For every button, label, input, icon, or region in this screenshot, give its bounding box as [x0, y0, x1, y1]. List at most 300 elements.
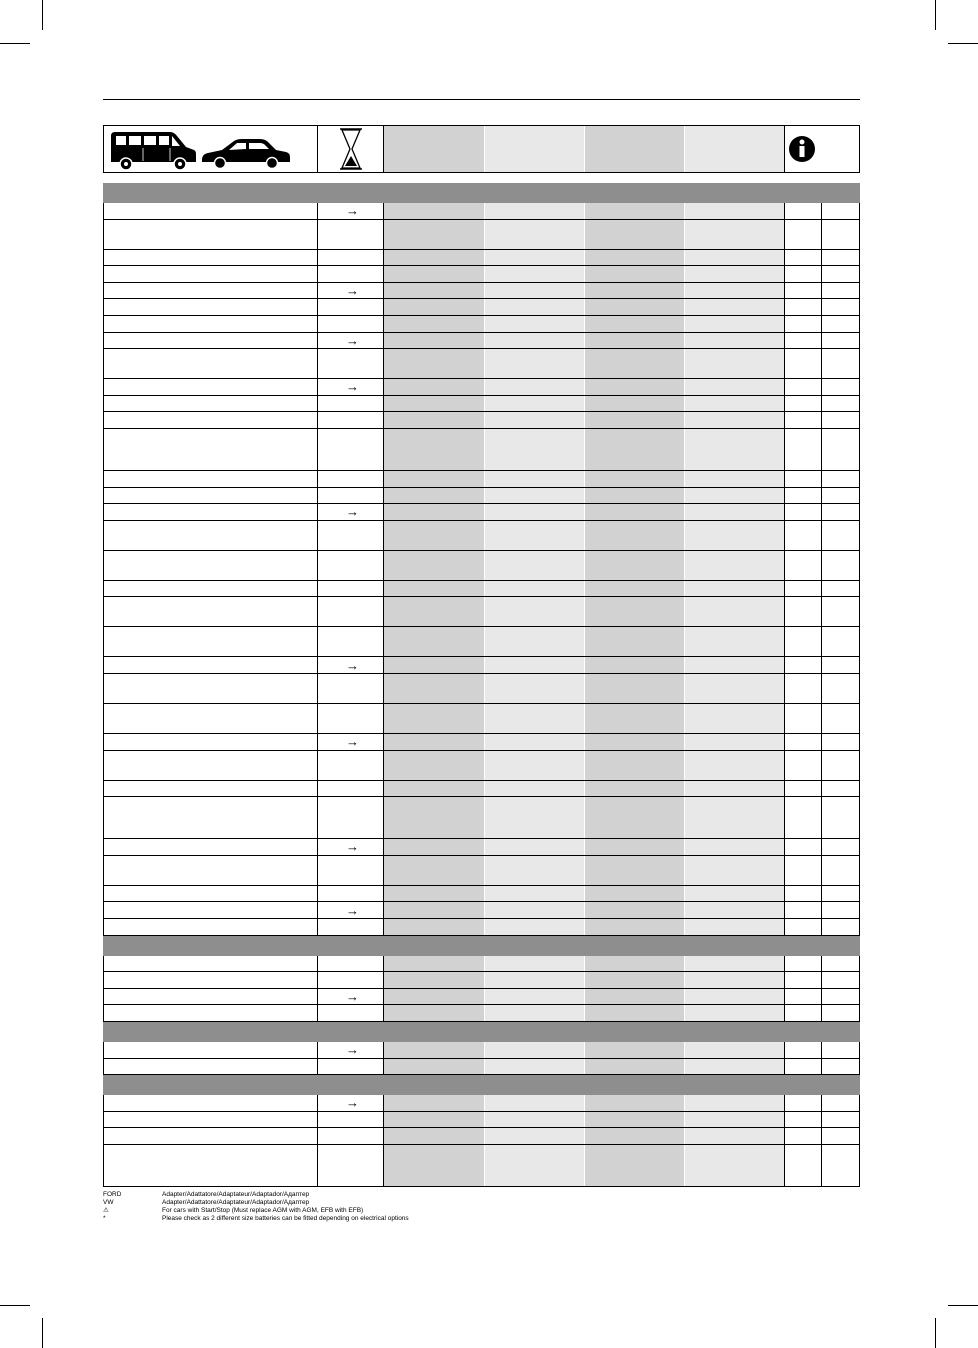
battery-cell-3	[585, 521, 685, 550]
battery-cell-1	[384, 1145, 485, 1186]
info-cell-2	[822, 972, 860, 988]
arrow-cell	[318, 704, 384, 733]
battery-cell-4	[685, 379, 785, 395]
battery-cell-4	[685, 203, 785, 219]
model-cell	[103, 551, 318, 580]
info-cell-1	[785, 886, 822, 902]
battery-cell-3	[585, 551, 685, 580]
battery-cell-4	[685, 1145, 785, 1186]
arrow-cell	[318, 1059, 384, 1075]
info-cell-2	[822, 412, 860, 428]
battery-cell-4	[685, 521, 785, 550]
table-row	[103, 886, 860, 903]
info-cell-1	[785, 856, 822, 885]
battery-cell-3	[585, 333, 685, 349]
info-cell-2	[822, 429, 860, 470]
battery-cell-3	[585, 581, 685, 597]
battery-cell-4	[685, 704, 785, 733]
battery-cell-1	[384, 597, 485, 626]
info-cell-1	[785, 902, 822, 918]
legend-key: FORD	[103, 1191, 122, 1198]
battery-cell-1	[384, 581, 485, 597]
battery-cell-2	[485, 471, 585, 487]
battery-cell-2	[485, 797, 585, 838]
info-cell-1	[785, 283, 822, 299]
info-cell-1	[785, 657, 822, 673]
info-cell-2	[822, 488, 860, 504]
info-cell-2	[822, 396, 860, 412]
info-cell-2	[822, 349, 860, 378]
table-row	[103, 674, 860, 704]
model-cell	[103, 902, 318, 918]
battery-cell-4	[685, 396, 785, 412]
arrow-cell	[318, 379, 384, 395]
battery-cell-4	[685, 1042, 785, 1058]
table-row	[103, 349, 860, 379]
table-row	[103, 797, 860, 839]
battery-cell-4	[685, 266, 785, 282]
table-row	[103, 989, 860, 1006]
table-row	[103, 283, 860, 300]
arrow-cell	[318, 396, 384, 412]
table-row	[103, 1005, 860, 1022]
model-cell	[103, 734, 318, 750]
battery-cell-4	[685, 333, 785, 349]
model-cell	[103, 250, 318, 266]
info-cell-1	[785, 781, 822, 797]
car-icon	[200, 132, 292, 172]
battery-cell-2	[485, 989, 585, 1005]
battery-cell-4	[685, 751, 785, 780]
battery-cell-3	[585, 704, 685, 733]
model-cell	[103, 1112, 318, 1128]
model-cell	[103, 956, 318, 972]
arrow-cell	[318, 902, 384, 918]
model-cell	[103, 521, 318, 550]
info-cell-1	[785, 521, 822, 550]
model-cell	[103, 1005, 318, 1021]
battery-cell-2	[485, 488, 585, 504]
arrow-cell	[318, 429, 384, 470]
battery-cell-2	[485, 429, 585, 470]
battery-cell-2	[485, 751, 585, 780]
legend-text: Adapter/Adattatore/Adaptateur/Adaptador/Адаптер	[162, 1191, 310, 1198]
info-cell-1	[785, 956, 822, 972]
info-cell-2	[822, 1112, 860, 1128]
battery-cell-1	[384, 412, 485, 428]
arrow-cell	[318, 316, 384, 332]
battery-cell-2	[485, 521, 585, 550]
info-cell-1	[785, 919, 822, 935]
arrow-cell	[318, 956, 384, 972]
info-cell-2	[822, 597, 860, 626]
info-cell-1	[785, 504, 822, 520]
model-cell	[103, 299, 318, 315]
arrow-cell	[318, 349, 384, 378]
battery-cell-3	[585, 657, 685, 673]
battery-cell-2	[485, 412, 585, 428]
info-cell-2	[822, 521, 860, 550]
battery-cell-4	[685, 657, 785, 673]
table-row	[103, 379, 860, 396]
info-cell-1	[785, 220, 822, 249]
model-cell	[103, 1059, 318, 1075]
battery-cell-2	[485, 674, 585, 703]
arrow-cell	[318, 203, 384, 219]
info-cell-1	[785, 627, 822, 656]
table-row	[103, 1095, 860, 1112]
table-row	[103, 972, 860, 989]
battery-cell-1	[384, 396, 485, 412]
info-cell-1	[785, 1145, 822, 1186]
info-header-cell	[785, 126, 860, 172]
info-cell-2	[822, 657, 860, 673]
hourglass-icon	[339, 128, 363, 170]
arrow-cell	[318, 839, 384, 855]
arrow-cell	[318, 1095, 384, 1111]
model-cell	[103, 220, 318, 249]
arrow-cell	[318, 1005, 384, 1021]
section-band	[103, 183, 860, 203]
battery-cell-2	[485, 283, 585, 299]
arrow-cell	[318, 972, 384, 988]
vehicle-header-cell	[103, 126, 318, 172]
table-row	[103, 657, 860, 674]
info-cell-2	[822, 919, 860, 935]
table-row	[103, 220, 860, 250]
battery-cell-3	[585, 396, 685, 412]
info-cell-2	[822, 266, 860, 282]
table-row	[103, 1145, 860, 1187]
arrow-cell	[318, 283, 384, 299]
battery-cell-4	[685, 989, 785, 1005]
battery-cell-3	[585, 488, 685, 504]
battery-cell-2	[485, 1128, 585, 1144]
battery-cell-3	[585, 1042, 685, 1058]
battery-cell-2	[485, 1095, 585, 1111]
arrow-cell	[318, 488, 384, 504]
legend-text: Adapter/Adattatore/Adaptateur/Adaptador/Адаптер	[162, 1199, 310, 1206]
model-cell	[103, 1042, 318, 1058]
info-cell-2	[822, 220, 860, 249]
battery-cell-3	[585, 989, 685, 1005]
battery-cell-1	[384, 488, 485, 504]
info-cell-2	[822, 504, 860, 520]
battery-cell-2	[485, 333, 585, 349]
battery-cell-1	[384, 203, 485, 219]
info-cell-2	[822, 1095, 860, 1111]
info-cell-1	[785, 299, 822, 315]
battery-cell-2	[485, 839, 585, 855]
battery-cell-2	[485, 886, 585, 902]
battery-cell-1	[384, 657, 485, 673]
table-row	[103, 1112, 860, 1129]
arrow-cell	[318, 504, 384, 520]
table-row	[103, 919, 860, 936]
battery-cell-1	[384, 220, 485, 249]
info-cell-2	[822, 839, 860, 855]
battery-cell-4	[685, 412, 785, 428]
crop-mark	[935, 0, 936, 30]
battery-cell-4	[685, 349, 785, 378]
table-row	[103, 597, 860, 627]
battery-cell-1	[384, 1059, 485, 1075]
battery-cell-1	[384, 283, 485, 299]
info-cell-2	[822, 283, 860, 299]
battery-cell-4	[685, 1059, 785, 1075]
battery-cell-3	[585, 471, 685, 487]
battery-cell-3	[585, 856, 685, 885]
info-cell-2	[822, 902, 860, 918]
table-row	[103, 1128, 860, 1145]
info-cell-1	[785, 989, 822, 1005]
battery-cell-3	[585, 919, 685, 935]
model-cell	[103, 627, 318, 656]
info-cell-2	[822, 674, 860, 703]
battery-cell-3	[585, 751, 685, 780]
table-row	[103, 250, 860, 267]
battery-cell-3	[585, 504, 685, 520]
table-row	[103, 1059, 860, 1076]
model-cell	[103, 581, 318, 597]
info-cell-1	[785, 972, 822, 988]
battery-cell-3	[585, 250, 685, 266]
battery-cell-2	[485, 919, 585, 935]
battery-cell-3	[585, 956, 685, 972]
crop-mark	[948, 1305, 978, 1306]
arrow-cell	[318, 299, 384, 315]
info-cell-1	[785, 488, 822, 504]
battery-cell-1	[384, 379, 485, 395]
info-cell-2	[822, 551, 860, 580]
arrow-right-icon: →	[346, 283, 359, 299]
battery-cell-4	[685, 471, 785, 487]
info-cell-1	[785, 581, 822, 597]
model-cell	[103, 316, 318, 332]
battery-cell-2	[485, 349, 585, 378]
battery-cell-4	[685, 839, 785, 855]
table-row	[103, 488, 860, 505]
arrow-cell	[318, 797, 384, 838]
arrow-cell	[318, 751, 384, 780]
arrow-cell	[318, 734, 384, 750]
model-cell	[103, 1095, 318, 1111]
battery-cell-4	[685, 902, 785, 918]
battery-cell-1	[384, 521, 485, 550]
model-cell	[103, 704, 318, 733]
info-cell-1	[785, 203, 822, 219]
info-cell-2	[822, 203, 860, 219]
table-row	[103, 504, 860, 521]
battery-cell-3	[585, 734, 685, 750]
battery-cell-1	[384, 1042, 485, 1058]
crop-mark	[42, 0, 43, 30]
battery-cell-3	[585, 220, 685, 249]
info-cell-2	[822, 704, 860, 733]
info-cell-1	[785, 349, 822, 378]
battery-cell-3	[585, 781, 685, 797]
battery-cell-4	[685, 1128, 785, 1144]
arrow-right-icon: →	[346, 1095, 359, 1111]
arrow-cell	[318, 856, 384, 885]
info-cell-1	[785, 1095, 822, 1111]
battery-cell-4	[685, 597, 785, 626]
info-cell-2	[822, 956, 860, 972]
battery-cell-3	[585, 379, 685, 395]
battery-cell-3	[585, 316, 685, 332]
battery-cell-3	[585, 1128, 685, 1144]
arrow-cell	[318, 471, 384, 487]
warning-icon: ⚠	[103, 1207, 109, 1214]
battery-cell-2	[485, 597, 585, 626]
battery-cell-1	[384, 734, 485, 750]
battery-cell-1	[384, 250, 485, 266]
battery-cell-1	[384, 956, 485, 972]
table-row	[103, 396, 860, 413]
duration-header-cell	[318, 126, 384, 172]
battery-cell-2	[485, 203, 585, 219]
info-cell-1	[785, 839, 822, 855]
battery-cell-2	[485, 551, 585, 580]
info-cell-2	[822, 250, 860, 266]
table-row	[103, 299, 860, 316]
arrow-right-icon: →	[346, 504, 359, 520]
battery-cell-2	[485, 220, 585, 249]
battery-col-4-header	[685, 126, 785, 172]
battery-cell-2	[485, 956, 585, 972]
arrow-right-icon: →	[346, 332, 359, 348]
battery-cell-4	[685, 250, 785, 266]
info-cell-1	[785, 1059, 822, 1075]
model-cell	[103, 989, 318, 1005]
info-cell-1	[785, 333, 822, 349]
battery-cell-2	[485, 316, 585, 332]
arrow-cell	[318, 220, 384, 249]
model-cell	[103, 972, 318, 988]
table-row	[103, 902, 860, 919]
battery-cell-1	[384, 839, 485, 855]
battery-cell-2	[485, 781, 585, 797]
battery-cell-2	[485, 266, 585, 282]
arrow-cell	[318, 919, 384, 935]
arrow-cell	[318, 989, 384, 1005]
model-cell	[103, 919, 318, 935]
info-cell-1	[785, 250, 822, 266]
battery-cell-1	[384, 1112, 485, 1128]
crop-mark	[0, 1305, 30, 1306]
battery-cell-2	[485, 299, 585, 315]
battery-cell-1	[384, 902, 485, 918]
battery-cell-1	[384, 299, 485, 315]
info-cell-1	[785, 429, 822, 470]
info-cell-2	[822, 333, 860, 349]
battery-cell-1	[384, 781, 485, 797]
table-row	[103, 521, 860, 551]
table-row	[103, 551, 860, 581]
arrow-cell	[318, 581, 384, 597]
arrow-cell	[318, 412, 384, 428]
table-row	[103, 781, 860, 798]
info-cell-1	[785, 316, 822, 332]
info-cell-2	[822, 581, 860, 597]
battery-cell-2	[485, 1005, 585, 1021]
arrow-cell	[318, 551, 384, 580]
battery-cell-1	[384, 551, 485, 580]
battery-cell-3	[585, 203, 685, 219]
battery-cell-2	[485, 1059, 585, 1075]
info-cell-1	[785, 551, 822, 580]
info-cell-2	[822, 886, 860, 902]
info-cell-2	[822, 299, 860, 315]
arrow-cell	[318, 1112, 384, 1128]
model-cell	[103, 751, 318, 780]
top-rule	[103, 99, 860, 100]
battery-cell-3	[585, 1112, 685, 1128]
battery-cell-4	[685, 220, 785, 249]
battery-cell-3	[585, 1005, 685, 1021]
table-row	[103, 1042, 860, 1059]
battery-cell-3	[585, 429, 685, 470]
arrow-cell	[318, 333, 384, 349]
battery-cell-4	[685, 316, 785, 332]
battery-cell-1	[384, 989, 485, 1005]
battery-cell-2	[485, 902, 585, 918]
model-cell	[103, 781, 318, 797]
arrow-right-icon: →	[346, 989, 359, 1005]
arrow-cell	[318, 627, 384, 656]
model-cell	[103, 886, 318, 902]
model-cell	[103, 839, 318, 855]
battery-cell-3	[585, 972, 685, 988]
battery-cell-4	[685, 1112, 785, 1128]
battery-cell-4	[685, 429, 785, 470]
table-row	[103, 412, 860, 429]
battery-cell-4	[685, 956, 785, 972]
model-cell	[103, 1128, 318, 1144]
battery-cell-1	[384, 751, 485, 780]
battery-cell-1	[384, 429, 485, 470]
section-band	[103, 936, 860, 956]
info-cell-2	[822, 471, 860, 487]
battery-cell-3	[585, 1145, 685, 1186]
battery-cell-3	[585, 674, 685, 703]
battery-cell-2	[485, 396, 585, 412]
battery-cell-4	[685, 283, 785, 299]
battery-cell-4	[685, 581, 785, 597]
arrow-right-icon: →	[346, 839, 359, 855]
arrow-right-icon: →	[346, 1042, 359, 1058]
table-row	[103, 704, 860, 734]
battery-col-3-header	[585, 126, 685, 172]
table-row	[103, 627, 860, 657]
battery-cell-3	[585, 797, 685, 838]
battery-cell-2	[485, 379, 585, 395]
info-cell-1	[785, 674, 822, 703]
table-row	[103, 471, 860, 488]
arrow-right-icon: →	[346, 734, 359, 750]
battery-cell-3	[585, 349, 685, 378]
battery-cell-1	[384, 316, 485, 332]
battery-cell-3	[585, 266, 685, 282]
battery-cell-3	[585, 902, 685, 918]
info-cell-2	[822, 856, 860, 885]
battery-cell-4	[685, 734, 785, 750]
arrow-right-icon: →	[346, 902, 359, 918]
model-cell	[103, 349, 318, 378]
legend-text: Please check as 2 different size batteries can be fitted depending on electrical options	[162, 1215, 409, 1222]
model-cell	[103, 333, 318, 349]
battery-cell-2	[485, 972, 585, 988]
